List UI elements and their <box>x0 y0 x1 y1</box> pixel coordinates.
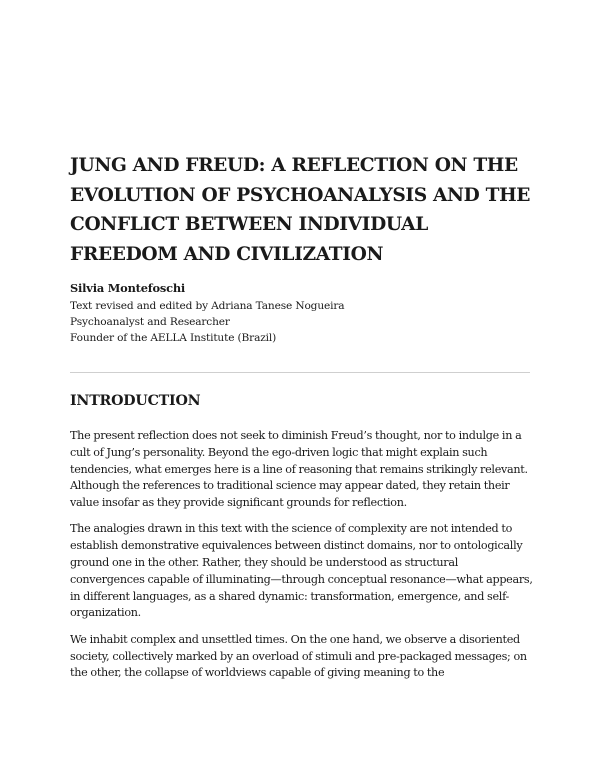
paragraph: The analogies drawn in this text with the science of complexity are not intended to establish demonstrative equivalences between distinct domains, nor to ontologically ground one in the other. Rather, they should be understood as structural convergences capable of illuminating—through conceptual resonance—what appears, in different languages, as a shared dynamic: transformation, emergence, and self-organization. <box>70 522 533 620</box>
body-text <box>70 428 535 692</box>
author-name: Silvia Montefoschi <box>70 281 186 295</box>
author-affiliation-line: Founder of the AELLA Institute (Brazil) <box>70 332 277 344</box>
section-divider <box>70 372 530 373</box>
section-heading: INTRODUCTION <box>70 393 201 409</box>
paragraph: The present reflection does not seek to diminish Freud’s thought, nor to indulge in a cult of Jung’s personality. Beyond the ego-driven logic that might explain such tendencies, what emerges here is a line of reasoning that remains strikingly relevant. Although the references to traditional science may appear dated, they retain their value insofar as they provide significant grounds for reflection. <box>70 429 528 510</box>
author-role-line: Psychoanalyst and Researcher <box>70 316 230 328</box>
author-block <box>70 281 530 346</box>
document-title: JUNG AND FREUD: A REFLECTION ON THE EVOLUTION OF PSYCHOANALYSIS AND THE CONFLICT BETWEEN INDIVIDUAL FREEDOM AND CIVILIZATION <box>70 155 531 265</box>
author-editor-line: Text revised and edited by Adriana Tanese Nogueira <box>70 300 345 312</box>
paragraph: We inhabit complex and unsettled times. On the one hand, we observe a disoriented society, collectively marked by an overload of stimuli and pre-packaged messages; on the other, the collapse of worldviews capable of giving meaning to the <box>70 632 527 680</box>
